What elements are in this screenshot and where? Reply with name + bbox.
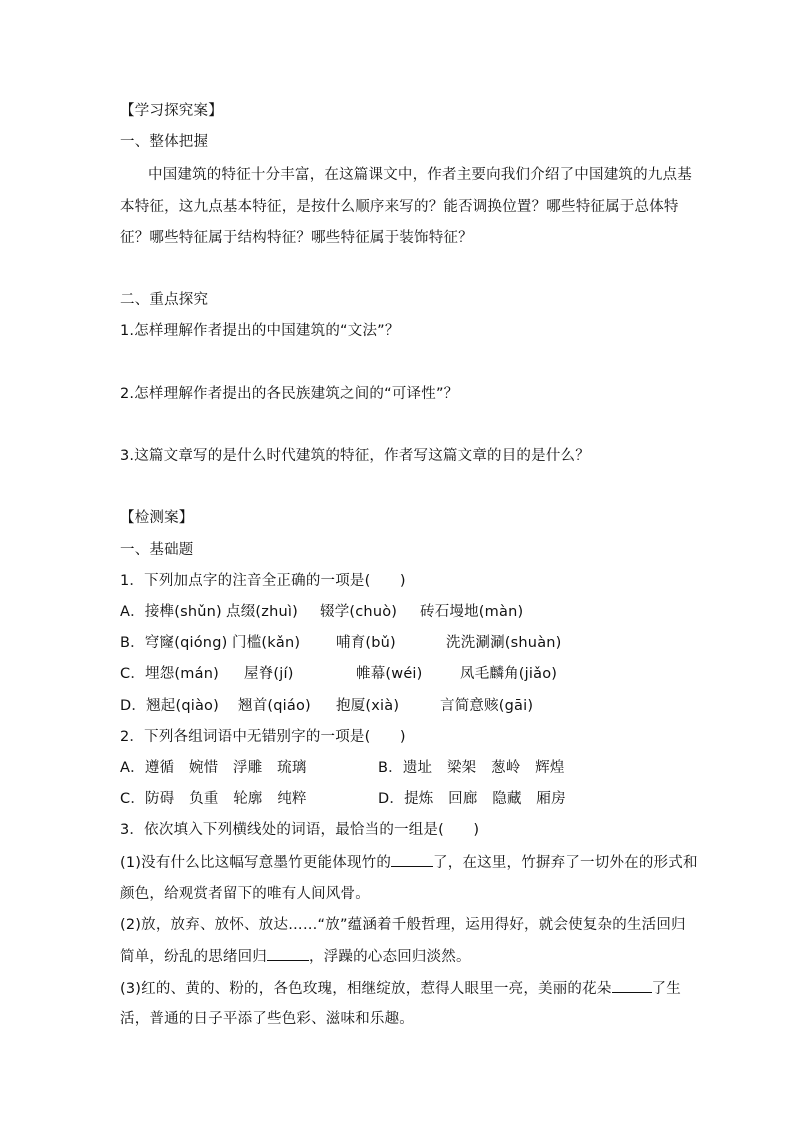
- option-item: 辍学(chuò): [320, 604, 398, 620]
- option-item: 凤毛麟角(jiǎo): [460, 666, 558, 682]
- option-item: A．接榫(shǔn): [120, 604, 222, 620]
- test-q2-option-d: D．提炼 回廊 隐藏 厢房: [378, 791, 566, 807]
- paragraph-line-2: 本特征，这九点基本特征，是按什么顺序来写的？能否调换位置？哪些特征属于总体特: [120, 199, 679, 215]
- option-item: C．埋怨(mán): [120, 666, 219, 682]
- question-1: 1.怎样理解作者提出的中国建筑的“文法”？: [120, 323, 400, 339]
- sentence-text: ，浮躁的心态回归淡然。: [309, 949, 471, 965]
- option-item: 翘首(qiáo): [238, 698, 311, 714]
- test-q2-stem: 2．下列各组词语中无错别字的一项是( ): [120, 729, 406, 745]
- question-2: 2.怎样理解作者提出的各民族建筑之间的“可译性”？: [120, 386, 459, 402]
- test-q2-option-a: A．遵循 婉惜 浮雕 琉璃: [120, 760, 307, 776]
- option-item: 点缀(zhuì): [226, 604, 298, 620]
- paragraph-line-3: 征？哪些特征属于结构特征？哪些特征属于装饰特征？: [120, 230, 473, 246]
- test-q3-stem: 3．依次填入下列横线处的词语，最恰当的一组是( ): [120, 822, 480, 838]
- option-item: B．穹窿(qióng): [120, 635, 228, 651]
- test-q3-sentence-3-cont: 活，普通的日子平添了些色彩、滋味和乐趣。: [120, 1011, 414, 1027]
- fill-blank: [391, 852, 433, 867]
- section-title-key: 二、重点探究: [120, 292, 209, 308]
- option-item: 屋脊(jí): [244, 666, 294, 682]
- sentence-text: (1)没有什么比这幅写意墨竹更能体现竹的: [120, 855, 392, 871]
- section-header-study: 【学习探究案】: [120, 103, 223, 119]
- fill-blank: [267, 946, 309, 961]
- sentence-text: 简单，纷乱的思绪回归: [120, 949, 267, 965]
- sentence-text: 了生: [651, 981, 681, 997]
- test-q3-sentence-2-cont: [120, 946, 471, 967]
- sentence-text: (3)红的、黄的、粉的，各色玫瑰，相继绽放，惹得人眼里一亮，美丽的花朵: [120, 981, 612, 997]
- option-item: 抱厦(xià): [336, 698, 400, 714]
- test-q3-sentence-3: [120, 978, 681, 999]
- test-q2-option-c: C．防碍 负重 轮廓 纯粹: [120, 791, 307, 807]
- paragraph-line-1: 中国建筑的特征十分丰富，在这篇课文中，作者主要向我们介绍了中国建筑的九点基: [148, 167, 692, 183]
- test-q3-sentence-1: [120, 852, 698, 873]
- option-item: 门槛(kǎn): [232, 635, 301, 651]
- question-3: 3.这篇文章写的是什么时代建筑的特征，作者写这篇文章的目的是什么？: [120, 448, 590, 464]
- section-title-basic: 一、基础题: [120, 542, 194, 558]
- option-item: 洗洗涮涮(shuàn): [446, 635, 562, 651]
- test-q3-sentence-1-cont: 颜色，给观赏者留下的唯有人间风骨。: [120, 886, 370, 902]
- fill-blank: [612, 978, 652, 993]
- option-item: 砖石墁地(màn): [420, 604, 524, 620]
- option-item: 帷幕(wéi): [356, 666, 423, 682]
- test-q1-stem: 1．下列加点字的注音全正确的一项是( ): [120, 573, 406, 589]
- option-item: 言简意赅(gāi): [440, 698, 534, 714]
- section-header-test: 【检测案】: [120, 510, 194, 526]
- test-q3-sentence-2: (2)放，放弃、放怀、放达……“放”蕴涵着千般哲理，运用得好，就会使复杂的生活回归: [120, 917, 686, 933]
- option-item: 哺育(bǔ): [336, 635, 396, 651]
- test-q2-option-b: B．遗址 梁架 葱岭 辉煌: [378, 760, 565, 776]
- option-item: D．翘起(qiào): [120, 698, 219, 714]
- section-title-overall: 一、整体把握: [120, 134, 209, 150]
- sentence-text: 了，在这里，竹摒弃了一切外在的形式和: [433, 855, 698, 871]
